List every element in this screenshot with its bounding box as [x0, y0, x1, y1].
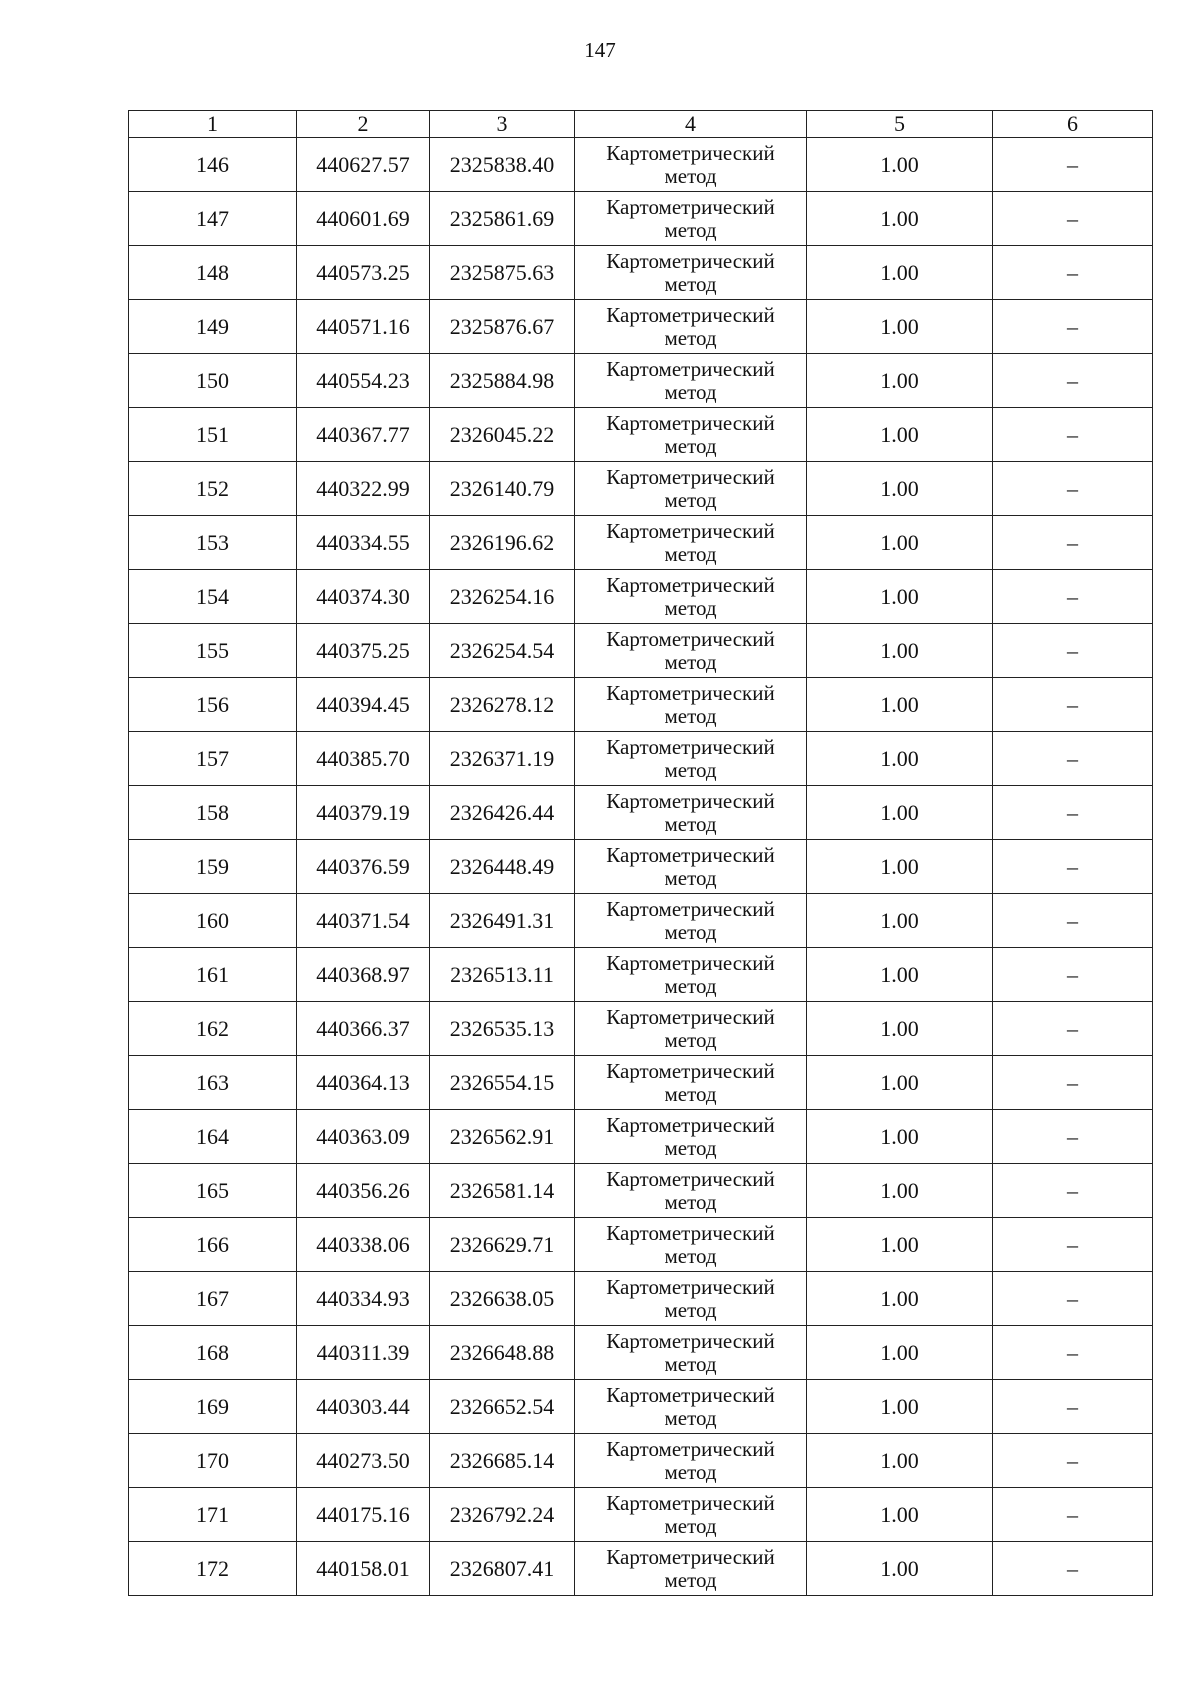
y-coordinate-cell: 2326652.54	[430, 1380, 575, 1434]
accuracy-cell: 1.00	[807, 354, 993, 408]
coordinates-table	[128, 110, 1153, 1596]
y-coordinate-cell: 2326648.88	[430, 1326, 575, 1380]
method-line: метод	[664, 163, 717, 188]
table-body	[129, 138, 1153, 1596]
point-number-cell: 148	[129, 246, 297, 300]
note-cell: –	[993, 786, 1153, 840]
point-number-cell: 164	[129, 1110, 297, 1164]
x-coordinate-cell: 440368.97	[297, 948, 430, 1002]
method-line: метод	[664, 1189, 717, 1214]
table-row	[129, 1326, 1153, 1380]
point-number-cell: 153	[129, 516, 297, 570]
point-number-cell: 147	[129, 192, 297, 246]
x-coordinate-cell: 440375.25	[297, 624, 430, 678]
table-row	[129, 408, 1153, 462]
method-line: Картометрический	[606, 1436, 775, 1461]
point-number-cell: 168	[129, 1326, 297, 1380]
table-row	[129, 1002, 1153, 1056]
method-line: метод	[664, 811, 717, 836]
x-coordinate-cell: 440158.01	[297, 1542, 430, 1596]
accuracy-cell: 1.00	[807, 462, 993, 516]
method-line: метод	[664, 757, 717, 782]
accuracy-cell: 1.00	[807, 192, 993, 246]
method-cell	[575, 192, 807, 246]
point-number-cell: 150	[129, 354, 297, 408]
note-cell: –	[993, 948, 1153, 1002]
x-coordinate-cell: 440273.50	[297, 1434, 430, 1488]
method-cell	[575, 1380, 807, 1434]
accuracy-cell: 1.00	[807, 408, 993, 462]
method-line: метод	[664, 1243, 717, 1268]
accuracy-cell: 1.00	[807, 1272, 993, 1326]
point-number-cell: 161	[129, 948, 297, 1002]
method-line: Картометрический	[606, 1490, 775, 1515]
table-row	[129, 1542, 1153, 1596]
method-cell	[575, 138, 807, 192]
y-coordinate-cell: 2326562.91	[430, 1110, 575, 1164]
table-row	[129, 354, 1153, 408]
note-cell: –	[993, 138, 1153, 192]
method-line: Картометрический	[606, 1058, 775, 1083]
x-coordinate-cell: 440627.57	[297, 138, 430, 192]
table-row	[129, 570, 1153, 624]
method-line: Картометрический	[606, 1112, 775, 1137]
method-line: Картометрический	[606, 788, 775, 813]
method-line: метод	[664, 1135, 717, 1160]
note-cell: –	[993, 462, 1153, 516]
point-number-cell: 159	[129, 840, 297, 894]
x-coordinate-cell: 440394.45	[297, 678, 430, 732]
x-coordinate-cell: 440338.06	[297, 1218, 430, 1272]
method-line: Картометрический	[606, 140, 775, 165]
point-number-cell: 166	[129, 1218, 297, 1272]
accuracy-cell: 1.00	[807, 1488, 993, 1542]
method-line: метод	[664, 595, 717, 620]
method-cell	[575, 948, 807, 1002]
method-cell	[575, 1542, 807, 1596]
note-cell: –	[993, 192, 1153, 246]
accuracy-cell: 1.00	[807, 1056, 993, 1110]
note-cell: –	[993, 1164, 1153, 1218]
method-line: метод	[664, 649, 717, 674]
method-cell	[575, 1434, 807, 1488]
method-cell	[575, 1326, 807, 1380]
method-cell	[575, 732, 807, 786]
accuracy-cell: 1.00	[807, 300, 993, 354]
method-line: метод	[664, 1027, 717, 1052]
y-coordinate-cell: 2326254.54	[430, 624, 575, 678]
method-line: Картометрический	[606, 572, 775, 597]
note-cell: –	[993, 1488, 1153, 1542]
method-cell	[575, 1056, 807, 1110]
method-cell	[575, 1164, 807, 1218]
method-line: метод	[664, 919, 717, 944]
table-row	[129, 1272, 1153, 1326]
accuracy-cell: 1.00	[807, 786, 993, 840]
point-number-cell: 151	[129, 408, 297, 462]
method-line: Картометрический	[606, 1328, 775, 1353]
header-col-2: 2	[297, 111, 430, 138]
note-cell: –	[993, 1542, 1153, 1596]
x-coordinate-cell: 440374.30	[297, 570, 430, 624]
method-line: метод	[664, 325, 717, 350]
header-col-1: 1	[129, 111, 297, 138]
method-cell	[575, 462, 807, 516]
x-coordinate-cell: 440322.99	[297, 462, 430, 516]
table-row	[129, 1218, 1153, 1272]
table-row	[129, 138, 1153, 192]
method-cell	[575, 300, 807, 354]
y-coordinate-cell: 2326535.13	[430, 1002, 575, 1056]
y-coordinate-cell: 2326371.19	[430, 732, 575, 786]
method-line: Картометрический	[606, 464, 775, 489]
header-col-4: 4	[575, 111, 807, 138]
note-cell: –	[993, 732, 1153, 786]
table-header	[129, 111, 1153, 138]
method-cell	[575, 570, 807, 624]
method-cell	[575, 246, 807, 300]
note-cell: –	[993, 1218, 1153, 1272]
accuracy-cell: 1.00	[807, 1434, 993, 1488]
accuracy-cell: 1.00	[807, 1110, 993, 1164]
method-line: Картометрический	[606, 896, 775, 921]
x-coordinate-cell: 440356.26	[297, 1164, 430, 1218]
y-coordinate-cell: 2326581.14	[430, 1164, 575, 1218]
x-coordinate-cell: 440363.09	[297, 1110, 430, 1164]
y-coordinate-cell: 2326685.14	[430, 1434, 575, 1488]
method-line: Картометрический	[606, 680, 775, 705]
x-coordinate-cell: 440364.13	[297, 1056, 430, 1110]
accuracy-cell: 1.00	[807, 1002, 993, 1056]
y-coordinate-cell: 2326554.15	[430, 1056, 575, 1110]
method-line: метод	[664, 1513, 717, 1538]
method-cell	[575, 1218, 807, 1272]
method-cell	[575, 1272, 807, 1326]
y-coordinate-cell: 2326629.71	[430, 1218, 575, 1272]
point-number-cell: 165	[129, 1164, 297, 1218]
note-cell: –	[993, 1380, 1153, 1434]
y-coordinate-cell: 2325884.98	[430, 354, 575, 408]
x-coordinate-cell: 440376.59	[297, 840, 430, 894]
y-coordinate-cell: 2326792.24	[430, 1488, 575, 1542]
y-coordinate-cell: 2326045.22	[430, 408, 575, 462]
method-cell	[575, 894, 807, 948]
point-number-cell: 160	[129, 894, 297, 948]
y-coordinate-cell: 2326807.41	[430, 1542, 575, 1596]
point-number-cell: 152	[129, 462, 297, 516]
x-coordinate-cell: 440371.54	[297, 894, 430, 948]
y-coordinate-cell: 2326196.62	[430, 516, 575, 570]
method-cell	[575, 1002, 807, 1056]
note-cell: –	[993, 1434, 1153, 1488]
point-number-cell: 163	[129, 1056, 297, 1110]
note-cell: –	[993, 1272, 1153, 1326]
x-coordinate-cell: 440366.37	[297, 1002, 430, 1056]
table-row	[129, 246, 1153, 300]
accuracy-cell: 1.00	[807, 1218, 993, 1272]
x-coordinate-cell: 440303.44	[297, 1380, 430, 1434]
method-line: метод	[664, 1297, 717, 1322]
method-cell	[575, 1488, 807, 1542]
x-coordinate-cell: 440334.93	[297, 1272, 430, 1326]
method-line: Картометрический	[606, 302, 775, 327]
point-number-cell: 157	[129, 732, 297, 786]
x-coordinate-cell: 440554.23	[297, 354, 430, 408]
accuracy-cell: 1.00	[807, 516, 993, 570]
y-coordinate-cell: 2326254.16	[430, 570, 575, 624]
table-row	[129, 1488, 1153, 1542]
accuracy-cell: 1.00	[807, 570, 993, 624]
method-line: Картометрический	[606, 1004, 775, 1029]
table-row	[129, 894, 1153, 948]
method-cell	[575, 678, 807, 732]
table-row	[129, 1164, 1153, 1218]
method-line: Картометрический	[606, 1544, 775, 1569]
table-row	[129, 462, 1153, 516]
y-coordinate-cell: 2326513.11	[430, 948, 575, 1002]
method-line: Картометрический	[606, 626, 775, 651]
point-number-cell: 171	[129, 1488, 297, 1542]
point-number-cell: 170	[129, 1434, 297, 1488]
note-cell: –	[993, 1326, 1153, 1380]
note-cell: –	[993, 354, 1153, 408]
header-col-6: 6	[993, 111, 1153, 138]
header-row	[129, 111, 1153, 138]
table-row	[129, 1434, 1153, 1488]
x-coordinate-cell: 440571.16	[297, 300, 430, 354]
y-coordinate-cell: 2326638.05	[430, 1272, 575, 1326]
method-line: метод	[664, 487, 717, 512]
method-line: метод	[664, 703, 717, 728]
method-line: метод	[664, 541, 717, 566]
accuracy-cell: 1.00	[807, 1326, 993, 1380]
accuracy-cell: 1.00	[807, 678, 993, 732]
x-coordinate-cell: 440573.25	[297, 246, 430, 300]
point-number-cell: 146	[129, 138, 297, 192]
y-coordinate-cell: 2326426.44	[430, 786, 575, 840]
page-number: 147	[584, 38, 616, 62]
method-line: Картометрический	[606, 410, 775, 435]
point-number-cell: 172	[129, 1542, 297, 1596]
y-coordinate-cell: 2326278.12	[430, 678, 575, 732]
method-line: метод	[664, 1351, 717, 1376]
y-coordinate-cell: 2326448.49	[430, 840, 575, 894]
method-line: метод	[664, 1081, 717, 1106]
x-coordinate-cell: 440334.55	[297, 516, 430, 570]
method-line: Картометрический	[606, 1220, 775, 1245]
note-cell: –	[993, 246, 1153, 300]
table-row	[129, 840, 1153, 894]
note-cell: –	[993, 840, 1153, 894]
method-cell	[575, 840, 807, 894]
method-line: метод	[664, 973, 717, 998]
table-row	[129, 948, 1153, 1002]
method-line: Картометрический	[606, 518, 775, 543]
point-number-cell: 158	[129, 786, 297, 840]
x-coordinate-cell: 440601.69	[297, 192, 430, 246]
table-row	[129, 1056, 1153, 1110]
note-cell: –	[993, 1056, 1153, 1110]
point-number-cell: 162	[129, 1002, 297, 1056]
method-line: метод	[664, 1459, 717, 1484]
x-coordinate-cell: 440311.39	[297, 1326, 430, 1380]
method-cell	[575, 786, 807, 840]
point-number-cell: 156	[129, 678, 297, 732]
method-line: Картометрический	[606, 248, 775, 273]
note-cell: –	[993, 1110, 1153, 1164]
accuracy-cell: 1.00	[807, 840, 993, 894]
x-coordinate-cell: 440175.16	[297, 1488, 430, 1542]
method-line: метод	[664, 217, 717, 242]
table-row	[129, 1380, 1153, 1434]
note-cell: –	[993, 1002, 1153, 1056]
method-line: метод	[664, 433, 717, 458]
accuracy-cell: 1.00	[807, 894, 993, 948]
header-col-3: 3	[430, 111, 575, 138]
x-coordinate-cell: 440367.77	[297, 408, 430, 462]
table-row	[129, 678, 1153, 732]
method-line: метод	[664, 865, 717, 890]
method-line: метод	[664, 1567, 717, 1592]
table-row	[129, 624, 1153, 678]
accuracy-cell: 1.00	[807, 948, 993, 1002]
method-line: Картометрический	[606, 1382, 775, 1407]
method-cell	[575, 624, 807, 678]
point-number-cell: 167	[129, 1272, 297, 1326]
point-number-cell: 154	[129, 570, 297, 624]
point-number-cell: 149	[129, 300, 297, 354]
method-cell	[575, 1110, 807, 1164]
table-row	[129, 300, 1153, 354]
method-line: Картометрический	[606, 842, 775, 867]
accuracy-cell: 1.00	[807, 1164, 993, 1218]
note-cell: –	[993, 300, 1153, 354]
table-row	[129, 732, 1153, 786]
y-coordinate-cell: 2325838.40	[430, 138, 575, 192]
note-cell: –	[993, 894, 1153, 948]
method-cell	[575, 408, 807, 462]
method-line: метод	[664, 271, 717, 296]
point-number-cell: 155	[129, 624, 297, 678]
header-col-5: 5	[807, 111, 993, 138]
note-cell: –	[993, 516, 1153, 570]
point-number-cell: 169	[129, 1380, 297, 1434]
x-coordinate-cell: 440385.70	[297, 732, 430, 786]
y-coordinate-cell: 2326140.79	[430, 462, 575, 516]
method-line: Картометрический	[606, 356, 775, 381]
method-line: метод	[664, 1405, 717, 1430]
note-cell: –	[993, 624, 1153, 678]
method-line: Картометрический	[606, 1166, 775, 1191]
accuracy-cell: 1.00	[807, 624, 993, 678]
method-line: Картометрический	[606, 194, 775, 219]
accuracy-cell: 1.00	[807, 1380, 993, 1434]
table-row	[129, 516, 1153, 570]
method-line: Картометрический	[606, 950, 775, 975]
note-cell: –	[993, 570, 1153, 624]
accuracy-cell: 1.00	[807, 138, 993, 192]
note-cell: –	[993, 678, 1153, 732]
table-row	[129, 192, 1153, 246]
y-coordinate-cell: 2326491.31	[430, 894, 575, 948]
method-cell	[575, 516, 807, 570]
y-coordinate-cell: 2325876.67	[430, 300, 575, 354]
method-line: Картометрический	[606, 734, 775, 759]
accuracy-cell: 1.00	[807, 1542, 993, 1596]
accuracy-cell: 1.00	[807, 732, 993, 786]
method-line: метод	[664, 379, 717, 404]
x-coordinate-cell: 440379.19	[297, 786, 430, 840]
y-coordinate-cell: 2325875.63	[430, 246, 575, 300]
accuracy-cell: 1.00	[807, 246, 993, 300]
note-cell: –	[993, 408, 1153, 462]
table-row	[129, 1110, 1153, 1164]
method-line: Картометрический	[606, 1274, 775, 1299]
method-cell	[575, 354, 807, 408]
y-coordinate-cell: 2325861.69	[430, 192, 575, 246]
table-row	[129, 786, 1153, 840]
